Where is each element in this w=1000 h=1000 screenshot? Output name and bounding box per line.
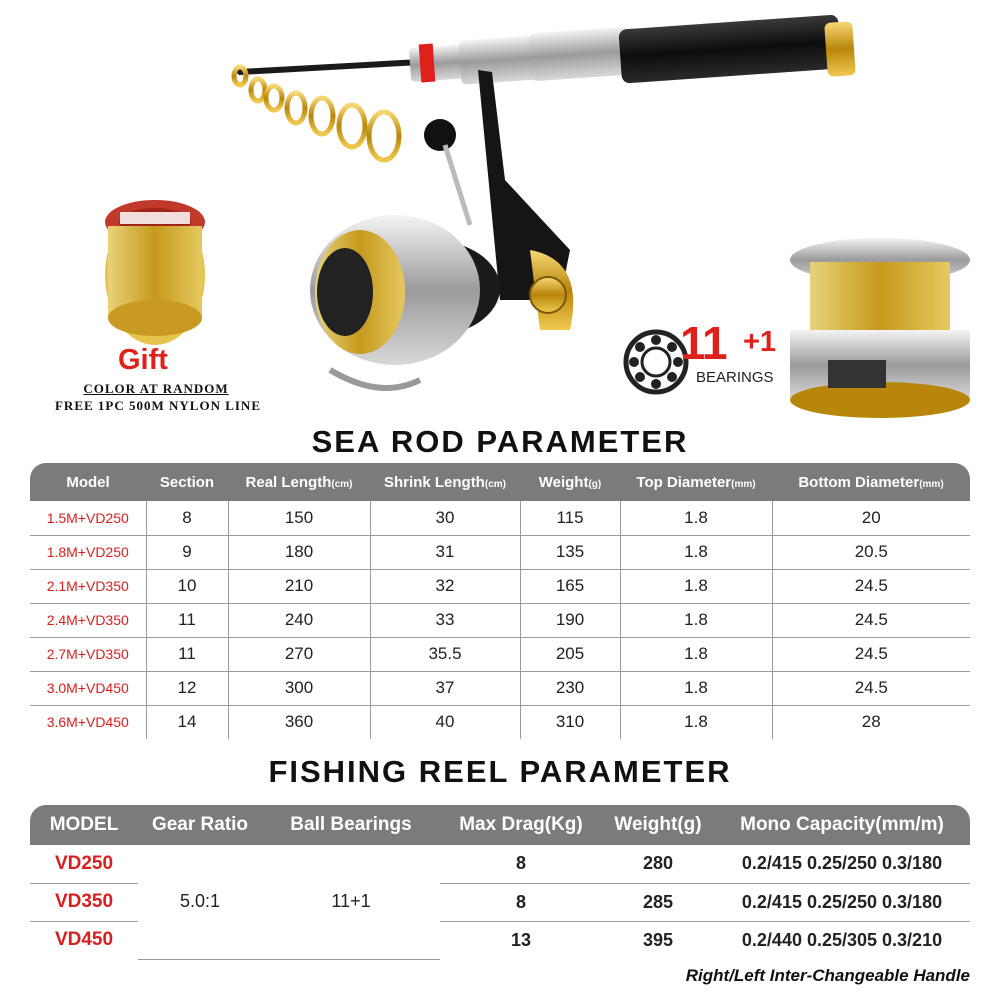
rod-cell-weight: 310: [520, 705, 620, 739]
rod-cell-section: 14: [146, 705, 228, 739]
rod-cell-shrink-length: 32: [370, 569, 520, 603]
reel-header-model: MODEL: [30, 805, 138, 845]
rod-cell-shrink-length: 37: [370, 671, 520, 705]
rod-cell-bottom-diameter: 24.5: [772, 569, 970, 603]
reel-section-title: FISHING REEL PARAMETER: [268, 754, 732, 789]
reel-cell-model: VD350: [30, 883, 138, 921]
rod-header-bottom-diameter: Bottom Diameter(mm): [772, 463, 970, 501]
rod-cell-top-diameter: 1.8: [620, 501, 772, 535]
rod-cell-model: 1.5M+VD250: [30, 501, 146, 535]
reel-header-ball-bearings: Ball Bearings: [262, 805, 440, 845]
rod-cell-section: 11: [146, 603, 228, 637]
table-row: [30, 569, 970, 603]
gift-color-note: COLOR AT RANDOM: [83, 381, 229, 396]
rod-cell-model: 3.0M+VD450: [30, 671, 146, 705]
rod-cell-real-length: 150: [228, 501, 370, 535]
rod-cell-model: 3.6M+VD450: [46, 714, 129, 731]
rod-cell-top-diameter: 1.8: [620, 569, 772, 603]
rod-cell-shrink-length: 30: [370, 501, 520, 535]
rod-cell-real-length: 240: [228, 603, 370, 637]
table-row: [30, 845, 970, 883]
rod-cell-section: 11: [146, 637, 228, 671]
reel-cell-weight: 285: [602, 883, 714, 921]
rod-cell-top-diameter: 1.8: [620, 705, 772, 739]
rod-header-real-length: Real Length(cm): [228, 463, 370, 501]
table-row: [30, 671, 970, 705]
rod-parameter-table: [30, 463, 970, 739]
table-row: [30, 501, 970, 535]
rod-cell-real-length: 210: [228, 569, 370, 603]
rod-table-header-row: [30, 463, 970, 501]
rod-cell-shrink-length: 35.5: [370, 637, 520, 671]
reel-header-weight: Weight(g): [602, 805, 714, 845]
rod-cell-bottom-diameter: 20.5: [772, 535, 970, 569]
rod-cell-real-length: 270: [228, 637, 370, 671]
rod-cell-model: 2.4M+VD350: [30, 603, 146, 637]
reel-cell-max-drag: 8: [440, 845, 602, 883]
gift-free-note: FREE 1PC 500M NYLON LINE: [54, 398, 261, 413]
rod-cell-real-length: 180: [228, 535, 370, 569]
rod-cell-weight: 165: [520, 569, 620, 603]
fishing-rod-graphic: [234, 14, 856, 160]
spare-spool-graphic: [790, 238, 970, 418]
reel-cell-max-drag: 13: [510, 929, 532, 950]
reel-parameter-table: [30, 805, 970, 960]
reel-cell-model: VD250: [30, 845, 138, 883]
rod-cell-weight: 115: [520, 501, 620, 535]
rod-cell-weight: 190: [520, 603, 620, 637]
gift-title: Gift: [118, 344, 168, 376]
rod-section-title: SEA ROD PARAMETER: [311, 424, 689, 459]
rod-cell-section: 9: [146, 535, 228, 569]
rod-cell-bottom-diameter: 28: [772, 705, 970, 739]
rod-cell-bottom-diameter: 24.5: [772, 671, 970, 705]
reel-cell-mono-capacity: 0.2/415 0.25/250 0.3/180: [714, 845, 970, 883]
rod-cell-shrink-length: 40: [370, 705, 520, 739]
bearing-plus: +1: [743, 326, 777, 358]
reel-cell-mono-capacity: 0.2/440 0.25/305 0.3/210: [741, 929, 943, 950]
rod-cell-bottom-diameter: 20: [772, 501, 970, 535]
rod-cell-top-diameter: 1.8: [620, 603, 772, 637]
nylon-line-spool-graphic: [105, 200, 205, 345]
rod-cell-section: 10: [146, 569, 228, 603]
rod-header-section: Section: [146, 463, 228, 501]
bearing-label: BEARINGS: [696, 369, 774, 386]
rod-cell-model: 2.7M+VD350: [30, 637, 146, 671]
rod-cell-real-length: 300: [228, 671, 370, 705]
rod-header-top-diameter: Top Diameter(mm): [620, 463, 772, 501]
rod-cell-weight: 205: [520, 637, 620, 671]
rod-cell-top-diameter: 1.8: [620, 535, 772, 569]
table-row: [30, 705, 970, 739]
reel-cell-model: VD450: [54, 929, 114, 951]
rod-header-shrink-length: Shrink Length(cm): [370, 463, 520, 501]
table-row: [30, 535, 970, 569]
rod-cell-section: 8: [146, 501, 228, 535]
reel-header-gear-ratio: Gear Ratio: [138, 805, 262, 845]
rod-cell-section: 12: [146, 671, 228, 705]
table-row: [30, 603, 970, 637]
table-row: [30, 637, 970, 671]
reel-cell-gear-ratio: 5.0:1: [138, 845, 262, 959]
reel-cell-weight: 280: [602, 845, 714, 883]
bearing-count: 11: [680, 317, 727, 369]
rod-cell-shrink-length: 31: [370, 535, 520, 569]
rod-header-weight: Weight(g): [520, 463, 620, 501]
rod-cell-weight: 230: [520, 671, 620, 705]
reel-cell-max-drag: 8: [440, 883, 602, 921]
rod-cell-top-diameter: 1.8: [620, 637, 772, 671]
rod-cell-bottom-diameter: 24.5: [772, 637, 970, 671]
rod-cell-real-length: 360: [228, 705, 370, 739]
reel-cell-weight: 395: [642, 929, 674, 950]
reel-header-max-drag: Max Drag(Kg): [440, 805, 602, 845]
rod-cell-shrink-length: 33: [370, 603, 520, 637]
rod-header-model: Model: [30, 463, 146, 501]
reel-cell-ball-bearings: 11+1: [262, 845, 440, 959]
spinning-reel-graphic: [310, 70, 573, 388]
rod-cell-model: 2.1M+VD350: [30, 569, 146, 603]
rod-cell-top-diameter: 1.8: [620, 671, 772, 705]
reel-cell-mono-capacity: 0.2/415 0.25/250 0.3/180: [714, 883, 970, 921]
rod-cell-weight: 135: [520, 535, 620, 569]
rod-cell-bottom-diameter: 24.5: [772, 603, 970, 637]
rod-cell-model: 1.8M+VD250: [30, 535, 146, 569]
reel-header-mono-capacity: Mono Capacity(mm/m): [714, 805, 970, 845]
bearing-icon: [626, 332, 686, 392]
reel-table-header-row: [30, 805, 970, 845]
handle-note: Right/Left Inter-Changeable Handle: [685, 966, 970, 985]
